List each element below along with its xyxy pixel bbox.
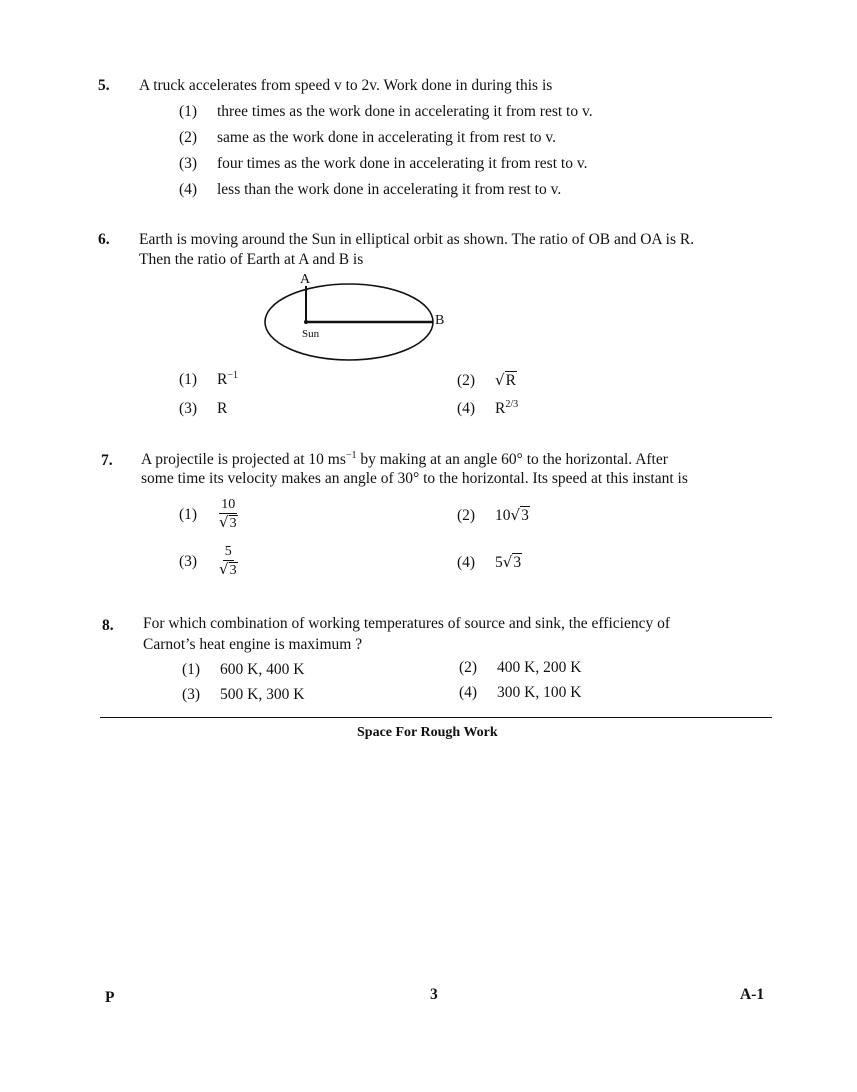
option-number: (2)	[457, 507, 476, 524]
question-5-number: 5.	[98, 77, 110, 94]
option-text: less than the work done in accelerating it from rest to v.	[217, 181, 562, 198]
text-part: A projectile is projected at 10 ms	[141, 451, 346, 468]
sqrt-expression	[495, 371, 517, 390]
option-text: R	[217, 400, 228, 417]
sqrt-argument: R	[505, 372, 516, 389]
rough-work-heading: Space For Rough Work	[357, 725, 498, 740]
question-5-option-1	[179, 103, 593, 121]
option-number: (3)	[182, 686, 201, 703]
question-6-option-3	[179, 400, 227, 418]
question-7-option-3	[179, 544, 240, 579]
option-number: (2)	[457, 372, 476, 389]
option-number: (4)	[179, 181, 198, 198]
question-8-option-4	[459, 684, 581, 702]
option-number: (4)	[457, 400, 476, 417]
option-number: (3)	[179, 552, 198, 570]
fraction-numerator: 10	[219, 497, 237, 514]
question-5-option-4	[179, 181, 561, 199]
question-5-text: A truck accelerates from speed v to 2v. Work done in during this is	[139, 77, 553, 94]
sqrt-expression	[511, 506, 530, 525]
fraction-numerator: 5	[223, 544, 234, 561]
question-6-option-1	[179, 371, 238, 389]
question-8-option-2	[459, 659, 581, 677]
question-8-text-line-2: Carnot’s heat engine is maximum ?	[143, 636, 363, 653]
option-text: four times as the work done in accelerating it from rest to v.	[217, 155, 588, 172]
question-5-option-2	[179, 129, 556, 147]
option-coefficient: 5	[495, 554, 503, 571]
question-8-text-line-1: For which combination of working temperatures of source and sink, the efficiency of	[143, 615, 670, 632]
option-text: 500 K, 300 K	[220, 686, 305, 703]
label-a: A	[300, 272, 311, 287]
option-superscript: 2/3	[505, 399, 519, 410]
sqrt-sign: √	[502, 553, 513, 571]
option-base: R	[495, 400, 506, 417]
option-number: (1)	[179, 371, 198, 388]
question-6-text-line-1: Earth is moving around the Sun in elliptical orbit as shown. The ratio of OB and OA is R.	[139, 231, 695, 248]
option-number: (1)	[179, 103, 198, 120]
option-text: 600 K, 400 K	[220, 661, 305, 678]
option-number: (4)	[457, 554, 476, 571]
option-text: 400 K, 200 K	[497, 659, 582, 676]
option-number: (2)	[459, 659, 478, 676]
fraction-denominator	[217, 561, 240, 579]
sqrt-sign: √	[219, 560, 229, 579]
question-6-option-4	[457, 400, 518, 418]
sqrt-argument: 3	[521, 507, 529, 524]
option-superscript: −1	[227, 370, 238, 381]
option-number: (2)	[179, 129, 198, 146]
question-8-option-3	[182, 686, 304, 704]
fraction	[217, 497, 240, 532]
question-7-option-4	[457, 553, 522, 572]
booklet-code: A-1	[740, 986, 765, 1003]
fraction-denominator	[217, 514, 240, 532]
sun-point	[304, 320, 308, 324]
option-number: (3)	[179, 155, 198, 172]
footer-left-label: P	[105, 989, 115, 1006]
option-number: (4)	[459, 684, 478, 701]
sqrt-sign: √	[219, 513, 229, 532]
sqrt-argument: 3	[229, 516, 237, 532]
sqrt-expression	[503, 553, 522, 572]
text-part: by making at an angle 60° to the horizontal. After	[356, 451, 668, 468]
sqrt-sign: √	[495, 371, 505, 389]
option-number: (3)	[179, 400, 198, 417]
question-7-option-1	[179, 497, 240, 532]
sqrt-expression	[219, 514, 238, 532]
option-text: three times as the work done in accelerating it from rest to v.	[217, 103, 593, 120]
sqrt-argument: 3	[513, 554, 522, 571]
orbit-diagram	[255, 268, 460, 368]
question-7-text-line-1	[141, 451, 668, 469]
question-8-option-1	[182, 661, 304, 679]
section-divider	[100, 717, 772, 718]
label-sun: Sun	[302, 328, 320, 340]
question-7-text-line-2: some time its velocity makes an angle of 30° to the horizontal. Its speed at this instant is	[141, 470, 688, 487]
page-number: 3	[430, 986, 438, 1003]
option-text: same as the work done in accelerating it from rest to v.	[217, 129, 557, 146]
option-number: (1)	[179, 505, 198, 523]
sqrt-sign: √	[510, 506, 521, 524]
question-6-option-2	[457, 371, 517, 390]
option-number: (1)	[182, 661, 201, 678]
question-5-option-3	[179, 155, 587, 173]
question-7-number: 7.	[101, 452, 113, 469]
sqrt-argument: 3	[229, 563, 237, 579]
label-b: B	[435, 313, 445, 328]
option-coefficient: 10	[495, 507, 511, 524]
fraction	[217, 544, 240, 579]
question-7-option-2	[457, 506, 530, 525]
option-base: R	[217, 371, 228, 388]
question-8-number: 8.	[102, 617, 114, 634]
question-6-text-line-2: Then the ratio of Earth at A and B is	[139, 251, 364, 268]
option-text: 300 K, 100 K	[497, 684, 582, 701]
sqrt-expression	[219, 561, 238, 579]
text-superscript: −1	[345, 450, 357, 461]
question-6-number: 6.	[98, 231, 110, 248]
